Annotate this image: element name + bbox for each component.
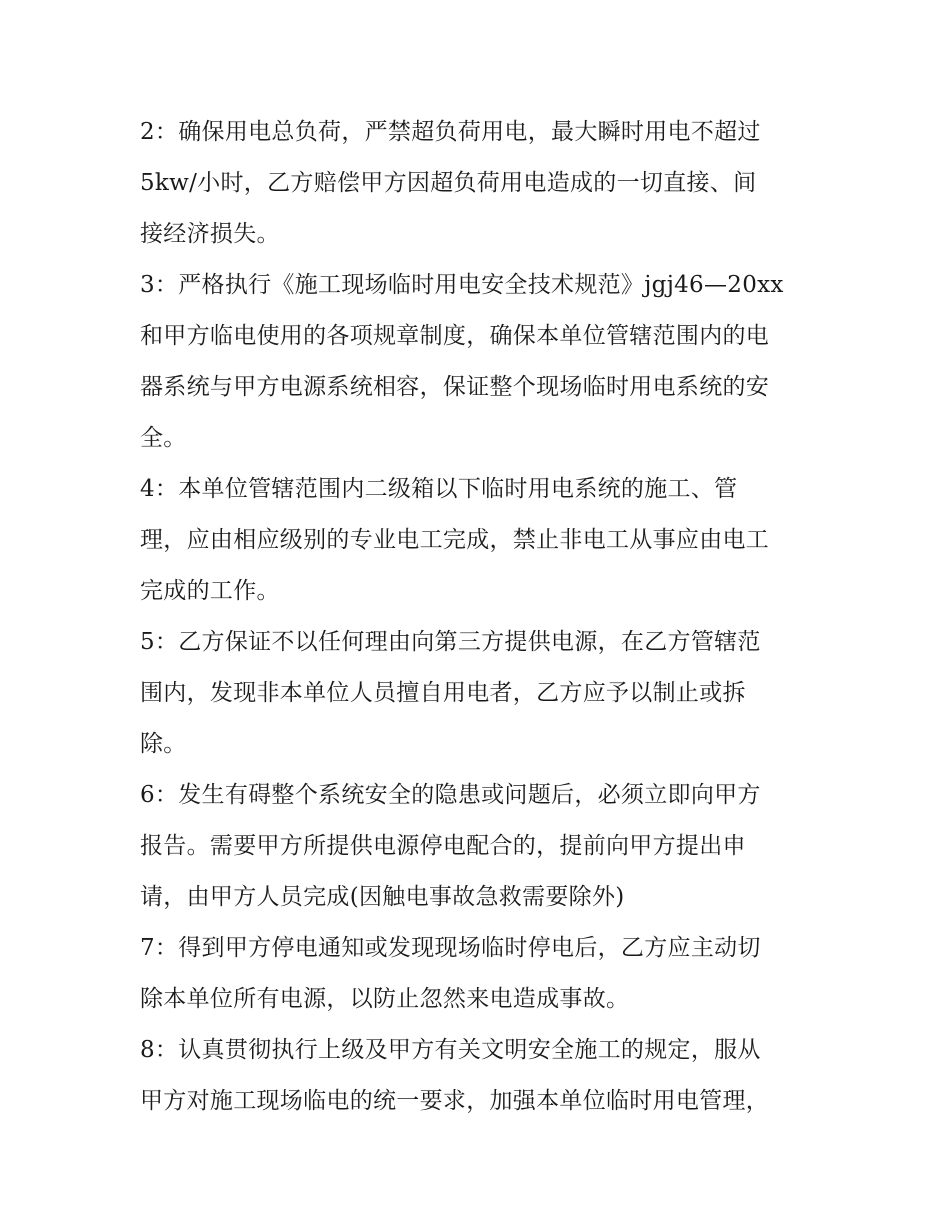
text-line: 围内，发现非本单位人员擅自用电者，乙方应予以制止或拆 bbox=[140, 680, 746, 706]
text-line: 3：严格执行《施工现场临时用电安全技术规范》jgj46—20xx bbox=[140, 272, 784, 298]
text-line: 器系统与甲方电源系统相容，保证整个现场临时用电系统的安 bbox=[140, 374, 770, 400]
text-line: 除本单位所有电源，以防止忽然来电造成事故。 bbox=[140, 986, 630, 1012]
text-line: 完成的工作。 bbox=[140, 578, 280, 604]
text-line: 6：发生有碍整个系统安全的隐患或问题后，必须立即向甲方 bbox=[140, 782, 761, 808]
text-line: 接经济损失。 bbox=[140, 221, 280, 247]
text-line: 理，应由相应级别的专业电工完成，禁止非电工从事应由电工 bbox=[140, 527, 770, 553]
text-line: 和甲方临电使用的各项规章制度，确保本单位管辖范围内的电 bbox=[140, 323, 770, 349]
text-line: 报告。需要甲方所提供电源停电配合的，提前向甲方提出申 bbox=[140, 833, 746, 859]
text-line: 8：认真贯彻执行上级及甲方有关文明安全施工的规定，服从 bbox=[140, 1037, 761, 1063]
text-line: 甲方对施工现场临电的统一要求，加强本单位临时用电管理， bbox=[140, 1088, 770, 1114]
text-line: 除。 bbox=[140, 731, 187, 757]
text-line: 5kw/小时，乙方赔偿甲方因超负荷用电造成的一切直接、间 bbox=[140, 170, 757, 196]
text-line: 4：本单位管辖范围内二级箱以下临时用电系统的施工、管 bbox=[140, 476, 738, 502]
text-line: 7：得到甲方停电通知或发现现场临时停电后，乙方应主动切 bbox=[140, 935, 761, 961]
text-line: 5：乙方保证不以任何理由向第三方提供电源，在乙方管辖范 bbox=[140, 629, 761, 655]
text-line: 2：确保用电总负荷，严禁超负荷用电，最大瞬时用电不超过 bbox=[140, 119, 761, 145]
text-line: 全。 bbox=[140, 425, 187, 451]
document-body bbox=[140, 107, 820, 1127]
text-line: 请，由甲方人员完成(因触电事故急救需要除外) bbox=[140, 884, 625, 910]
